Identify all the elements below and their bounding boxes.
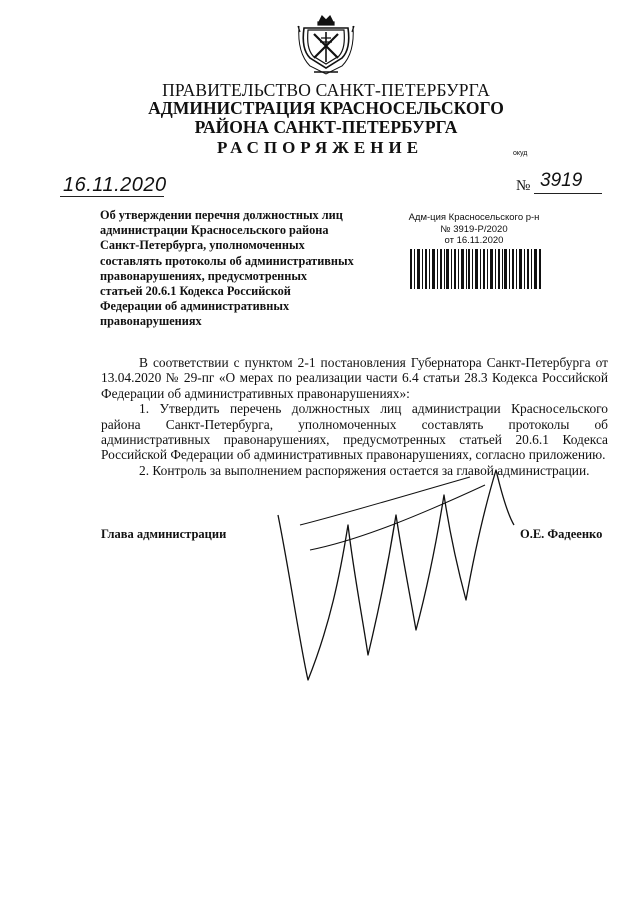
coat-of-arms-emblem [296, 12, 356, 78]
number-label: № [516, 178, 531, 194]
signatory-name: О.Е. Фадеенко [520, 527, 603, 541]
body-paragraph-preamble: В соответствии с пунктом 2-1 постановления Губернатора Санкт-Петербурга от 13.04.2020 № 29-пг «О мерах по реализации части 6.4 статьи 28.3 Кодекса Российской Федерации об административных правонарушениях»: [101, 355, 608, 401]
document-date: 16.11.2020 [63, 174, 167, 196]
subject-line: Об утверждении перечня должностных лиц [100, 208, 343, 222]
body-paragraph-item-2: 2. Контроль за выполнением распоряжения остается за главой администрации. [139, 462, 590, 478]
subject-line: правонарушениях [100, 314, 202, 329]
subject-line: администрации Красносельского района [100, 223, 329, 238]
subject-line: составлять протоколы об административных [100, 253, 354, 268]
document-subject [100, 208, 375, 330]
stamp-date: от 16.11.2020 [444, 235, 504, 246]
administration-title-line2: РАЙОНА САНКТ-ПЕТЕРБУРГА [194, 117, 458, 137]
document-number: 3919 [540, 170, 583, 191]
handwritten-signature [270, 455, 520, 685]
number-underline [534, 193, 602, 194]
signatory-position: Глава администрации [101, 527, 227, 541]
administration-title-line1: АДМИНИСТРАЦИЯ КРАСНОСЕЛЬСКОГО [148, 98, 504, 118]
stamp-organization: Адм-ция Красносельского р-н [408, 212, 540, 223]
government-title: ПРАВИТЕЛЬСТВО САНКТ-ПЕТЕРБУРГА [162, 80, 490, 100]
date-underline [60, 196, 164, 197]
subject-line: Федерации об административных [100, 299, 290, 314]
body-paragraph-item-1: 1. Утвердить перечень должностных лиц администрации Красносельского района Санкт-Петербурга, уполномоченных составлять протоколы об административных правонарушениях, предусмотренных статьей 20.6.1 Кодекса Российской Федерации об административных правонарушениях, согласно приложению. [101, 401, 608, 463]
subject-line: статьей 20.6.1 Кодекса Российской [100, 284, 291, 299]
registration-stamp [386, 212, 562, 247]
okud-label: окуд [513, 150, 528, 157]
subject-line: Санкт-Петербурга, уполномоченных [100, 238, 305, 253]
document-type: РАСПОРЯЖЕНИЕ [216, 138, 424, 157]
registration-barcode [410, 249, 542, 289]
subject-line: правонарушениях, предусмотренных [100, 268, 308, 283]
stamp-number: № 3919-Р/2020 [440, 223, 508, 235]
